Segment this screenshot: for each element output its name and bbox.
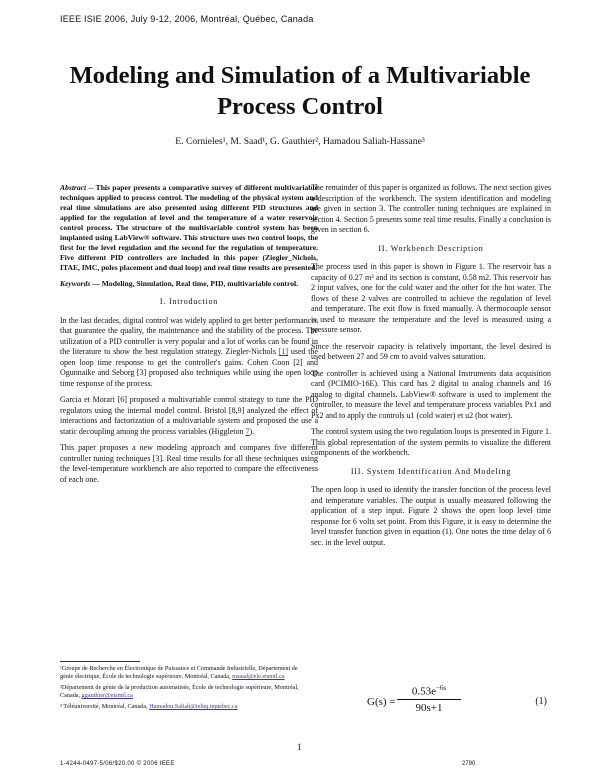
paper-title <box>40 60 560 122</box>
sysid-paragraph-1: The open loop is used to identify the transfer function of the process level and temperature variables. The output is usually measured following the application of a step input. Figure 2 shows the open loop level time response for 6 volts set point. From this Figure, it is easy to determine the level transfer function given in equation (1). One notes the time delay of 6 sec. in the level output. <box>311 485 551 547</box>
footer-copyright: 1-4244-0497-5/06/$20.00 © 2006 IEEE <box>60 761 175 767</box>
intro-paragraph-3: This paper proposes a new modeling approach and compares five different controller tuning techniques [3]. Real time results for all these techniques using the level-temperature workbench are also reported to compare the effectiveness of each one. <box>60 443 318 484</box>
keywords <box>60 279 318 289</box>
equation-1 <box>311 682 551 730</box>
footnote-rule <box>60 661 140 662</box>
equation-denominator: 90s+1 <box>415 701 443 714</box>
equation-num-text: 0.53e <box>411 685 436 698</box>
email-link-3[interactable]: Hamadou.Saliah@teluq.uquebec.ca <box>149 703 238 710</box>
email-link-1[interactable]: msaad@ele.etsmtl.ca <box>232 673 285 680</box>
left-column <box>60 183 318 491</box>
reference-link-1[interactable]: [1] <box>278 347 289 356</box>
intro-p2-text-b: ). <box>249 426 255 436</box>
keywords-text: — Modeling, Simulation, Real time, PID, multivariable control. <box>90 279 298 288</box>
equation-fraction <box>397 684 461 714</box>
intro-p1-text-a: In the last decades, digital control was widely applied to get better performances that guarantee the quality, the maintenance and the stability of the process. The utilization of a PID controller is very popular and a lot of works can be found in the literature to show the best regulation strategy. Ziegler-Nichols <box>60 315 318 356</box>
title-line-1: Modeling and Simulation of a Multivariable <box>69 62 531 89</box>
section-heading-workbench: II. Workbench Description <box>378 243 484 253</box>
author-list: E. Cornieles¹, M. Saad¹, G. Gauthier², Hamadou Saliah-Hassane³ <box>175 136 425 147</box>
workbench-paragraph-1: The process used in this paper is shown in Figure 1. The reservoir has a capacity of 0.27 m³ and its section is constant, 0.58 m2. This reservoir has 2 input valves, one for the cold water and the other for the hot water. The flows of these 2 valves are controlled to achieve the regulation of level and temperature. The exit flow is fixed manually. A thermocouple sensor is used to measure the temperature and the level is measured using a pressure sensor. <box>311 262 551 334</box>
footnotes <box>60 661 310 714</box>
abstract <box>60 183 318 273</box>
footnote-1 <box>60 665 310 681</box>
footnote-3-text: ³ Téléuniversité, Montréal, Canada, <box>60 703 150 710</box>
equation-numerator <box>397 684 461 700</box>
organization-paragraph: The remainder of this paper is organized as follows. The next section gives a description of the workbench. The system identification and modeling are given in section 3. The controller tuning techniques are explained in section 4. Section 5 presents some real time results. Finally a conclusion is given in section 6. <box>311 183 551 234</box>
page-number: 1 <box>297 742 302 752</box>
footnote-2-text: ²Département de génie de la production automatisée, École de technologie supérieure, Montréal, Canada, <box>60 684 299 699</box>
equation-exponent: −6s <box>435 684 447 692</box>
email-link-2[interactable]: ggauthier@etsmtl.ca <box>81 692 133 699</box>
footer-page-id: 2790 <box>462 761 476 767</box>
workbench-paragraph-2: Since the reservoir capacity is relatively important, the level desired is used between 27 and 59 cm to avoid valves saturation. <box>311 341 551 361</box>
abstract-text: -- This paper presents a comparative survey of different multivariable techniques applied to process control. The modeling of the physical system and real time simulations are also presented using different PID structures and applied for the regulation of level and the temperature of a water reservoir control process. The structure of the multivariable control system has been implanted using LabView® software. This structure uses two control loops, the first for the level regulation and the second for the regulation of temperature. Five different PID controllers are included in this paper (Ziegler_Nichols, ITAE, IMC, poles placement and dual loop) and real time results are presented. <box>60 183 318 272</box>
footnote-1-text: ¹Groupe de Recherche en Électronique de Puissance et Commande Industrielle, Département de génie électrique, École de technologie supérieure, Montréal, Canada, <box>60 665 298 680</box>
intro-paragraph-1 <box>60 316 318 390</box>
section-heading-introduction: I. Introduction <box>159 297 219 306</box>
intro-p2-text-a: Garcia et Morari [6] proposed a multivariable control strategy to tune the PID regulators using the internal model control. Bristol [8,9] analyzed the effect of interactions and factorization of a multivariable system and proposed the use a static decoupling among the process variables (Higgleton <box>60 395 318 436</box>
title-line-2: Process Control <box>217 93 383 120</box>
keywords-lead: Keywords <box>60 279 91 288</box>
right-column <box>311 183 551 554</box>
footnote-2 <box>60 684 310 700</box>
intro-paragraph-2 <box>60 395 318 437</box>
equation-number: (1) <box>535 696 547 707</box>
footnote-3 <box>60 703 310 711</box>
section-heading-system-identification: III. System Identification And Modeling <box>350 466 512 476</box>
workbench-paragraph-3: The controller is achieved using a National Instruments data acquisition card (PCIMIO-16E). This card has 2 digital to analog channels and 16 analog to digital channels. LabView® software is used to implement the controller, to measure the level and temperature process variables Px1 and Px2 and to apply the controls u1 (cold water) et u2 (hot water). <box>311 368 551 420</box>
reference-link-7[interactable]: 7 <box>245 426 250 436</box>
abstract-lead: Abstract <box>60 183 87 192</box>
workbench-paragraph-4: The control system using the two regulation loops is presented in Figure 1. This global representation of the system permits to visualize the different components of the workbench. <box>311 427 551 457</box>
conference-header: IEEE ISIE 2006, July 9-12, 2006, Montréal, Québec, Canada <box>60 14 314 24</box>
intro-p1-text-b: used the open loop time response to get the controller's gains. Cohen Coon [2] and Ogunnaike and Seborg [3] proposed also techniques while using the open loop time response of the process. <box>60 347 318 388</box>
equation-lhs: G(s) = <box>367 696 396 708</box>
